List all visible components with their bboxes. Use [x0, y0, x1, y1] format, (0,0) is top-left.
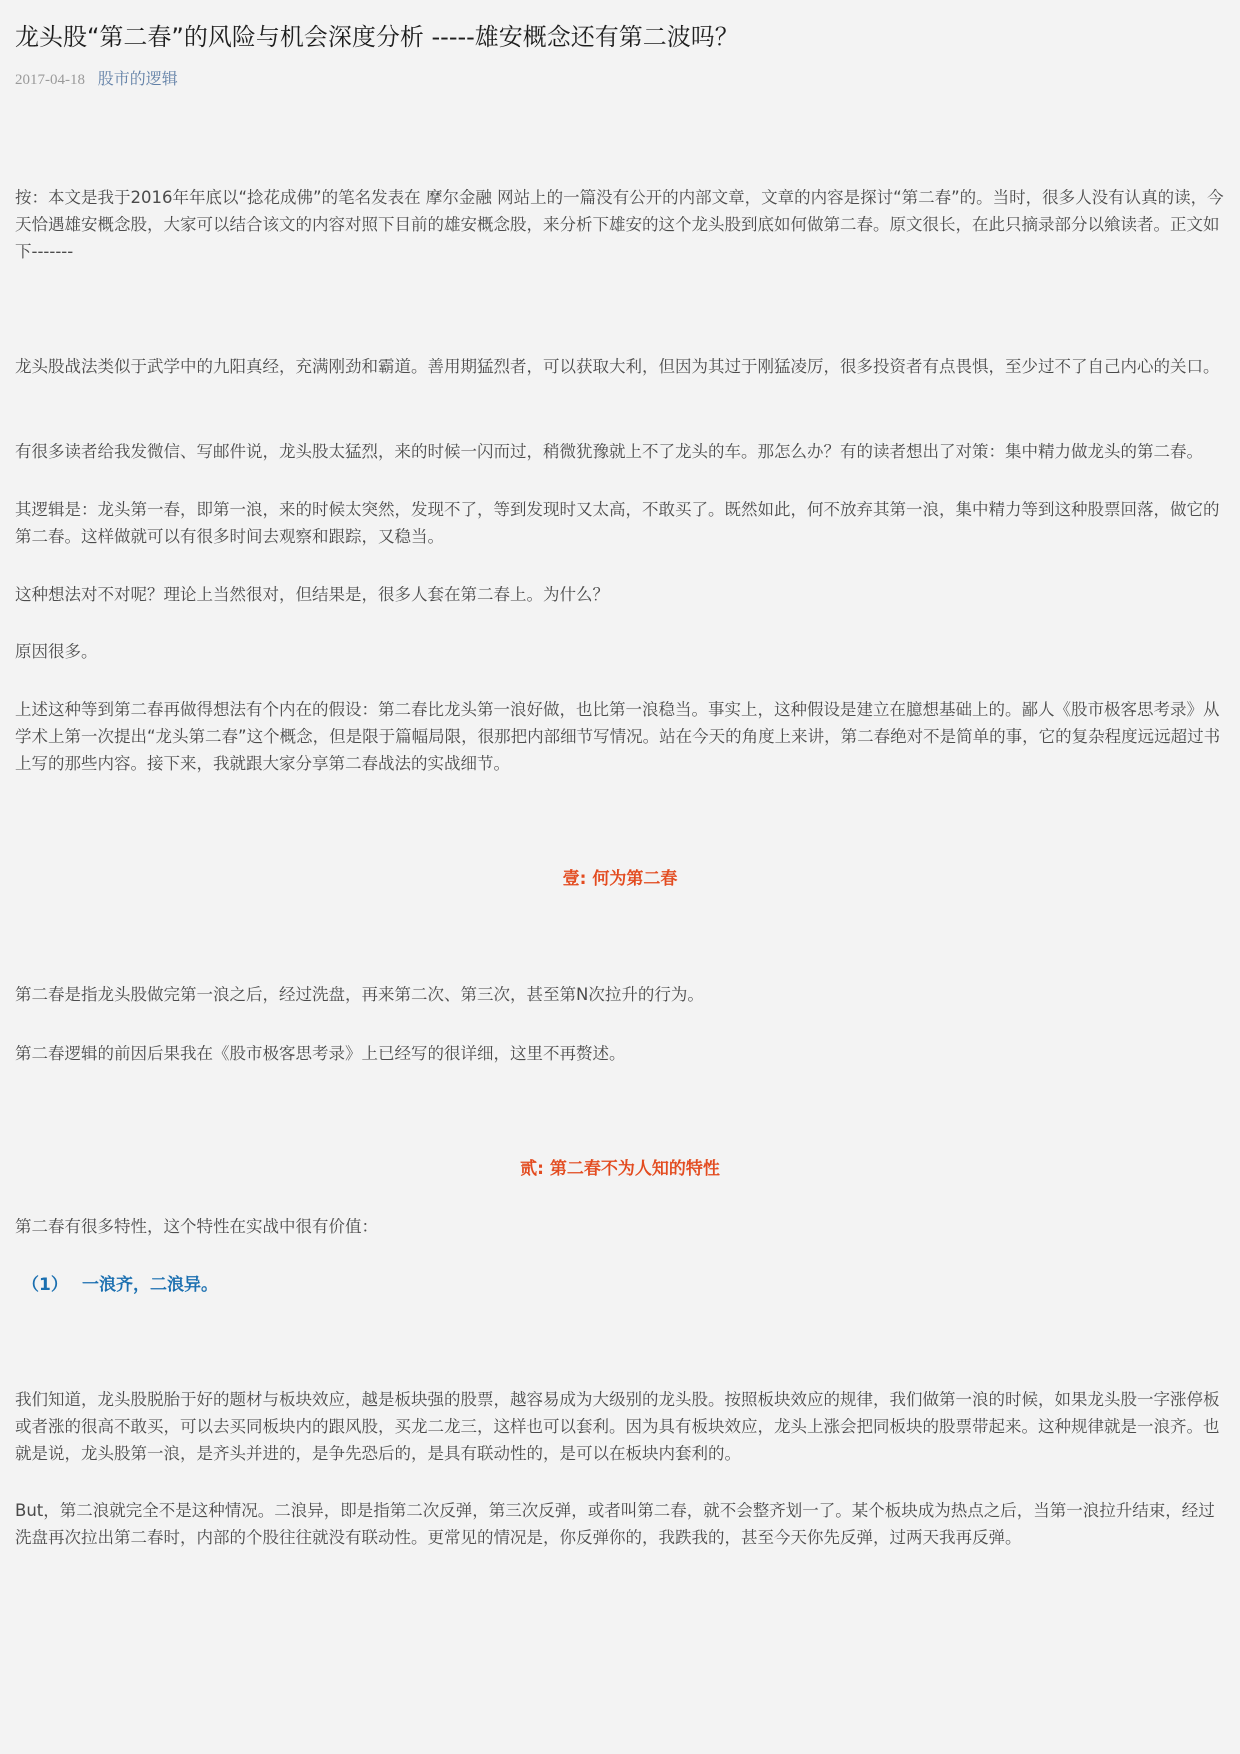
paragraph-2: 有很多读者给我发微信、写邮件说，龙头股太猛烈，来的时候一闪而过，稍微犹豫就上不了龙头的车。那怎么办？有的读者想出了对策：集中精力做龙头的第二春。: [15, 442, 1203, 461]
section-heading-1: 壹: 何为第二春: [562, 869, 678, 889]
article-meta: [15, 68, 178, 91]
paragraph-7: 第二春是指龙头股做完第一浪之后，经过洗盘，再来第二次、第三次，甚至第N次拉升的行为。: [15, 985, 704, 1004]
paragraph-8: 第二春逻辑的前因后果我在《股市极客思考录》上已经写的很详细，这里不再赘述。: [15, 1044, 626, 1063]
subheading-1: [22, 1272, 218, 1298]
publish-date: 2017-04-18: [15, 72, 85, 88]
paragraph-10: 我们知道，龙头股脱胎于好的题材与板块效应，越是板块强的股票，越容易成为大级别的龙头股。按照板块效应的规律，我们做第一浪的时候，如果龙头股一字涨停板或者涨的很高不敢买，可以去买同板块内的跟风股，买龙二龙三，这样也可以套利。因为具有板块效应，龙头上涨会把同板块的股票带起来。这种规律就是一浪齐。也就是说，龙头股第一浪，是齐头并进的，是争先恐后的，是具有联动性的，是可以在板块内套利的。: [15, 1390, 1220, 1463]
paragraph-5: 原因很多。: [15, 642, 98, 661]
subheading-text: 一浪齐，二浪异。: [82, 1275, 218, 1295]
paragraph-3: 其逻辑是：龙头第一春，即第一浪，来的时候太突然，发现不了，等到发现时又太高，不敢买了。既然如此，何不放弃其第一浪，集中精力等到这种股票回落，做它的第二春。这样做就可以有很多时间去观察和跟踪，又稳当。: [15, 500, 1220, 546]
paragraph-6: 上述这种等到第二春再做得想法有个内在的假设：第二春比龙头第一浪好做，也比第一浪稳当。事实上，这种假设是建立在臆想基础上的。鄙人《股市极客思考录》从学术上第一次提出“龙头第二春”这个概念，但是限于篇幅局限，很那把内部细节写情况。站在今天的角度上来讲，第二春绝对不是简单的事，它的复杂程度远远超过书上写的那些内容。接下来，我就跟大家分享第二春战法的实战细节。: [15, 700, 1221, 773]
account-link[interactable]: 股市的逻辑: [97, 69, 178, 88]
paragraph-4: 这种想法对不对呢？理论上当然很对，但结果是，很多人套在第二春上。为什么？: [15, 585, 609, 604]
paragraph-11: But，第二浪就完全不是这种情况。二浪异，即是指第二次反弹，第三次反弹，或者叫第二春，就不会整齐划一了。某个板块成为热点之后，当第一浪拉升结束，经过洗盘再次拉出第二春时，内部的个股往往就没有联动性。更常见的情况是，你反弹你的，我跌我的，甚至今天你先反弹，过两天我再反弹。: [15, 1501, 1215, 1547]
section-heading-2: 贰: 第二春不为人知的特性: [520, 1159, 720, 1179]
article-title: 龙头股“第二春”的风险与机会深度分析 -----雄安概念还有第二波吗？: [15, 23, 739, 51]
paragraph-1: 龙头股战法类似于武学中的九阳真经，充满刚劲和霸道。善用期猛烈者，可以获取大利，但因为其过于刚猛凌厉，很多投资者有点畏惧，至少过不了自己内心的关口。: [15, 357, 1220, 376]
paragraph-9: 第二春有很多特性，这个特性在实战中很有价值：: [15, 1217, 378, 1236]
subheading-number: （1）: [22, 1275, 68, 1295]
intro-paragraph: 按：本文是我于2016年年底以“捻花成佛”的笔名发表在 摩尔金融 网站上的一篇没有公开的内部文章，文章的内容是探讨“第二春”的。当时，很多人没有认真的读，今天恰遇雄安概念股，大家可以结合该文的内容对照下目前的雄安概念股，来分析下雄安的这个龙头股到底如何做第二春。原文很长，在此只摘录部分以飨读者。正文如下-------: [15, 188, 1224, 261]
